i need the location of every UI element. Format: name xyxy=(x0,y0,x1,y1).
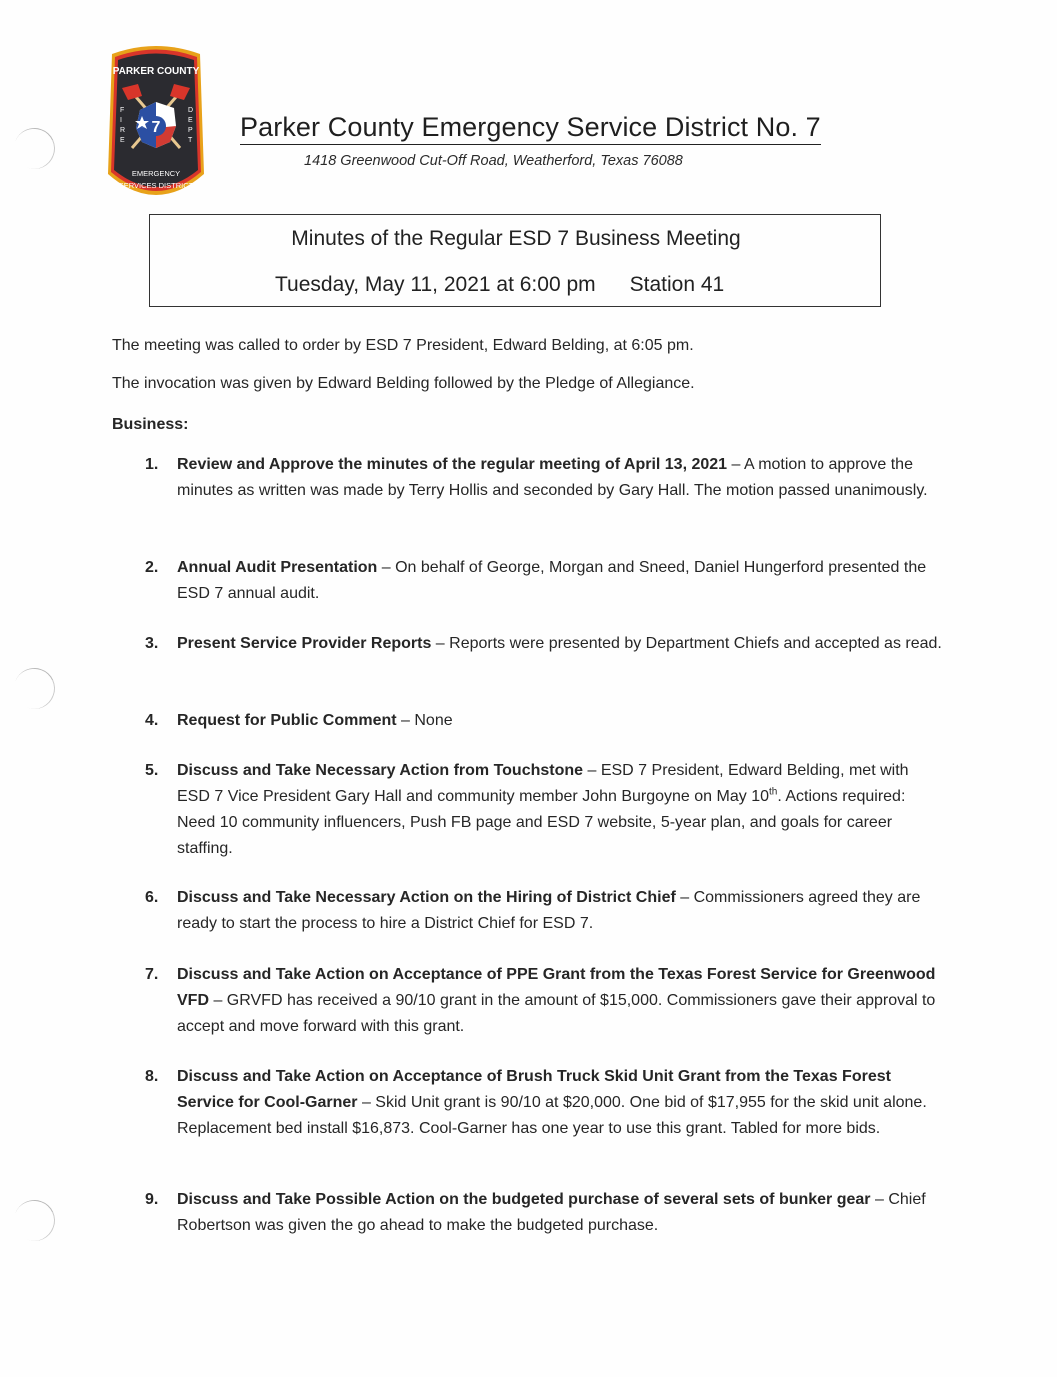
item-number: 1. xyxy=(145,456,159,473)
svg-text:T: T xyxy=(188,137,193,144)
meeting-title-box xyxy=(149,214,881,307)
item-text: – None xyxy=(396,712,453,729)
meeting-date-location xyxy=(275,273,724,297)
item-number: 8. xyxy=(145,1068,159,1085)
business-item xyxy=(145,555,945,607)
item-heading: Review and Approve the minutes of the regular meeting of April 13, 2021 xyxy=(177,456,728,473)
hole-punch-mark xyxy=(8,1194,61,1247)
invocation-text: The invocation was given by Edward Belding followed by the Pledge of Allegiance. xyxy=(112,375,695,392)
item-number: 9. xyxy=(145,1191,159,1208)
business-item xyxy=(145,758,945,862)
item-text: – Skid Unit grant is 90/10 at $20,000. One bid of $17,955 for the skid unit alone. Replacement bed install $16,873. Cool-Garner has one year to use this grant. Tabled for more bids. xyxy=(177,1094,927,1137)
item-heading: Discuss and Take Action on Acceptance of PPE Grant from the Texas Forest Service for Greenwood VFD xyxy=(177,966,936,1009)
logo-number: 7 xyxy=(151,119,161,136)
meeting-location: Station 41 xyxy=(629,273,725,296)
meeting-datetime: Tuesday, May 11, 2021 at 6:00 pm xyxy=(275,273,596,296)
item-number: 5. xyxy=(145,762,159,779)
item-text: – Reports were presented by Department Chiefs and accepted as read. xyxy=(431,635,942,652)
item-text: – A motion to approve the minutes as written was made by Terry Hollis and seconded by Gary Hall. The motion passed unanimously. xyxy=(177,456,928,499)
item-heading: Discuss and Take Necessary Action on the Hiring of District Chief xyxy=(177,889,676,906)
item-number: 7. xyxy=(145,966,159,983)
item-text: – Chief Robertson was given the go ahead to make the budgeted purchase. xyxy=(177,1191,926,1234)
svg-text:E: E xyxy=(120,137,125,144)
item-text: – On behalf of George, Morgan and Sneed, Daniel Hungerford presented the ESD 7 annual audit. xyxy=(177,559,927,602)
hole-punch-mark xyxy=(8,662,61,715)
business-item xyxy=(145,631,945,657)
svg-text:I: I xyxy=(120,117,122,124)
hole-punch-mark xyxy=(8,122,61,175)
call-to-order-text: The meeting was called to order by ESD 7 President, Edward Belding, at 6:05 pm. xyxy=(112,337,694,354)
business-item xyxy=(145,708,945,734)
item-text: – Commissioners agreed they are ready to start the process to hire a District Chief for ESD 7. xyxy=(177,889,921,932)
item-text: – ESD 7 President, Edward Belding, met with ESD 7 Vice President Gary Hall and community member John Burgoyne on May 10 xyxy=(177,762,909,805)
business-item xyxy=(145,885,945,937)
item-heading: Discuss and Take Necessary Action from Touchstone xyxy=(177,762,584,779)
item-heading: Present Service Provider Reports xyxy=(177,635,432,652)
organization-address: 1418 Greenwood Cut-Off Road, Weatherford, Texas 76088 xyxy=(304,153,683,169)
business-heading: Business: xyxy=(112,416,189,433)
item-superscript: th xyxy=(768,786,778,798)
svg-text:R: R xyxy=(120,127,126,134)
business-item xyxy=(145,1064,945,1142)
logo-bottom-text-2: SERVICES DISTRICT xyxy=(118,181,194,190)
logo-top-text: PARKER COUNTY xyxy=(112,66,200,77)
item-heading: Request for Public Comment xyxy=(177,712,397,729)
svg-text:D: D xyxy=(188,107,194,114)
item-heading: Discuss and Take Action on Acceptance of Brush Truck Skid Unit Grant from the Texas Forest Service for Cool-Garner xyxy=(177,1068,891,1111)
logo-bottom-text-1: EMERGENCY xyxy=(131,169,181,178)
organization-title: Parker County Emergency Service District No. 7 xyxy=(240,110,821,145)
item-number: 2. xyxy=(145,559,159,576)
item-number: 6. xyxy=(145,889,159,906)
item-text: – GRVFD has received a 90/10 grant in the amount of $15,000. Commissioners gave their approval to accept and move forward with this grant. xyxy=(177,992,936,1035)
item-text-after: . Actions required: Need 10 community influencers, Push FB page and ESD 7 website, 5-year plan, and goals for career staffing. xyxy=(177,788,906,857)
item-number: 3. xyxy=(145,635,159,652)
svg-text:P: P xyxy=(188,127,193,134)
business-item xyxy=(145,452,945,504)
meeting-title: Minutes of the Regular ESD 7 Business Meeting xyxy=(291,227,741,250)
item-heading: Annual Audit Presentation xyxy=(177,559,378,576)
item-heading: Discuss and Take Possible Action on the budgeted purchase of several sets of bunker gear xyxy=(177,1191,871,1208)
svg-text:F: F xyxy=(120,107,125,114)
business-item xyxy=(145,1187,945,1239)
svg-text:E: E xyxy=(188,117,193,124)
item-number: 4. xyxy=(145,712,159,729)
business-item xyxy=(145,962,945,1040)
esd-logo xyxy=(104,44,208,204)
